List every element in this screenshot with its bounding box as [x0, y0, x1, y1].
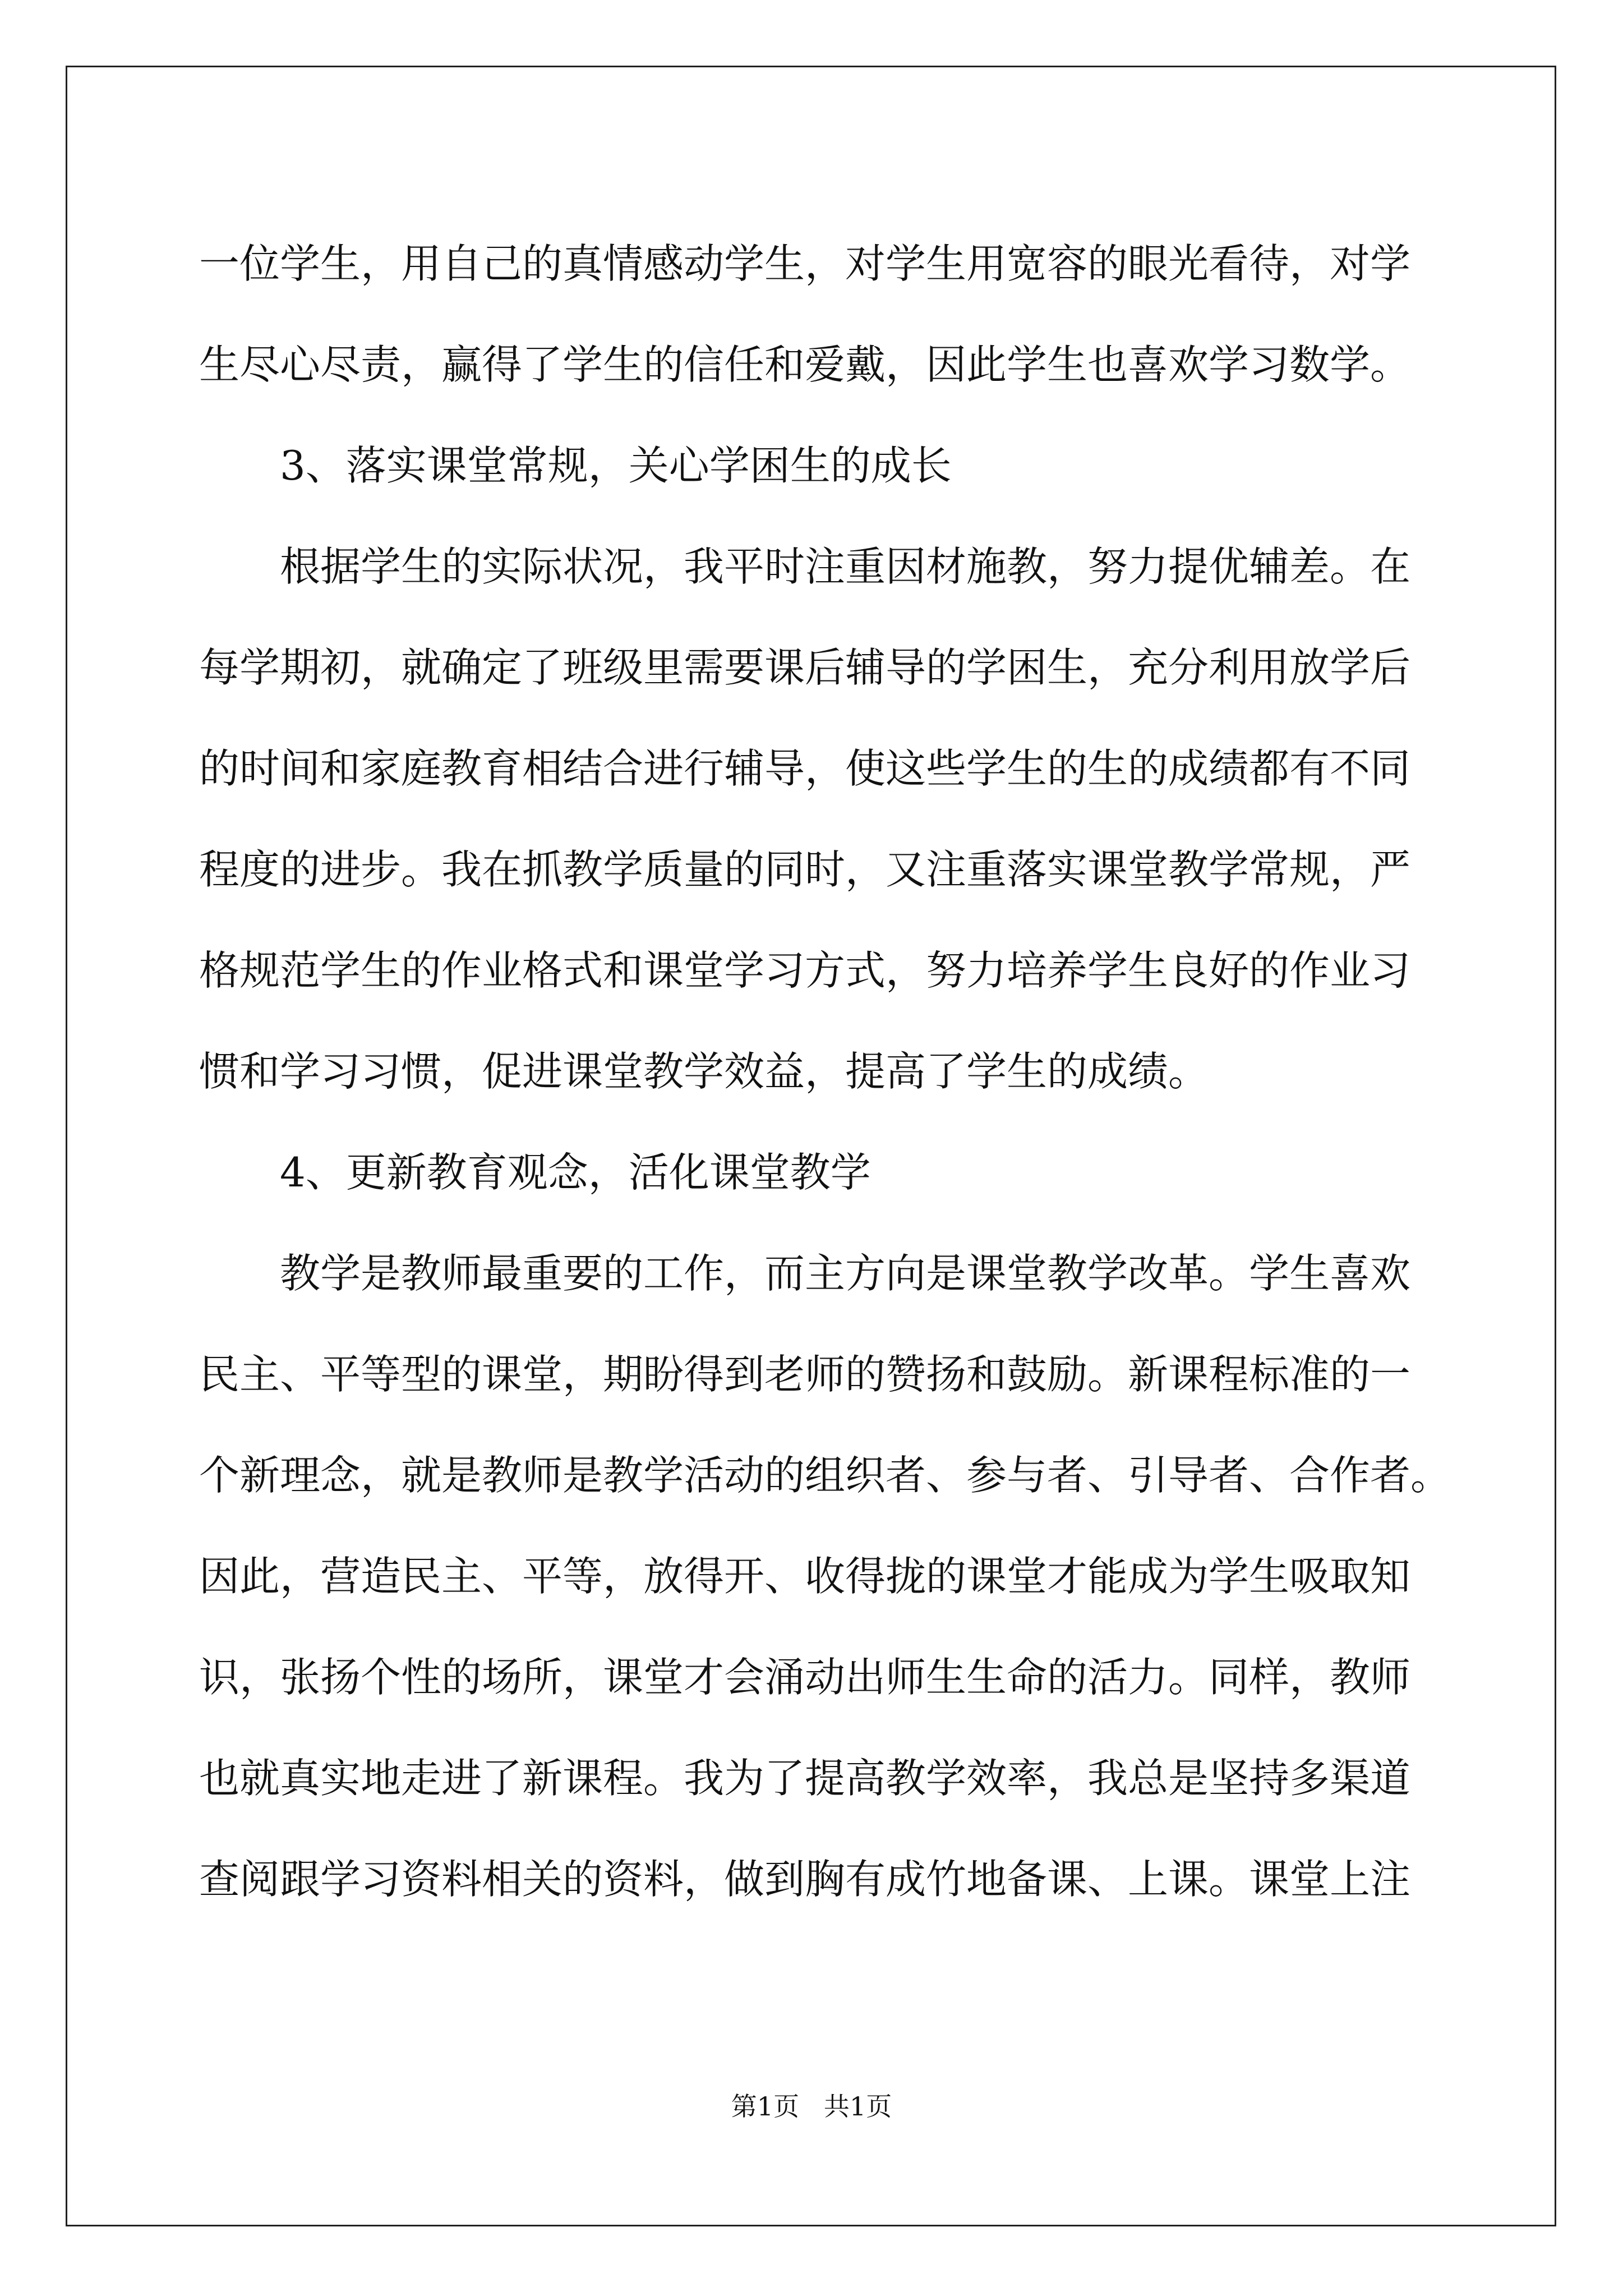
text-line: 查阅跟学习资料相关的资料，做到胸有成竹地备课、上课。课堂上注 — [199, 1856, 1411, 1903]
text-line: 惯和学习习惯，促进课堂教学效益，提高了学生的成绩。 — [199, 1048, 1209, 1095]
text-line: 生尽心尽责，赢得了学生的信任和爱戴，因此学生也喜欢学习数学。 — [199, 341, 1411, 388]
page-footer: 第1页 共1页 — [731, 2091, 892, 2122]
text-line: 因此，营造民主、平等，放得开、收得拢的课堂才能成为学生吸取知 — [199, 1553, 1411, 1600]
text-line: 教学是教师最重要的工作，而主方向是课堂教学改革。学生喜欢 — [280, 1250, 1411, 1297]
text-line: 的时间和家庭教育相结合进行辅导，使这些学生的生的成绩都有不同 — [199, 745, 1411, 792]
text-line: 4、更新教育观念，活化课堂教学 — [280, 1149, 871, 1196]
text-line: 个新理念，就是教师是教学活动的组织者、参与者、引导者、合作者。 — [199, 1452, 1451, 1499]
text-line: 一位学生，用自己的真情感动学生，对学生用宽容的眼光看待，对学 — [199, 240, 1411, 287]
text-line: 也就真实地走进了新课程。我为了提高教学效率，我总是坚持多渠道 — [199, 1755, 1411, 1802]
document-body — [199, 213, 1461, 1930]
text-line: 每学期初，就确定了班级里需要课后辅导的学困生，充分利用放学后 — [199, 644, 1411, 691]
text-line: 格规范学生的作业格式和课堂学习方式，努力培养学生良好的作业习 — [199, 947, 1411, 994]
text-line: 3、落实课堂常规，关心学困生的成长 — [280, 442, 952, 489]
text-line: 程度的进步。我在抓教学质量的同时，又注重落实课堂教学常规，严 — [199, 846, 1411, 893]
text-line: 民主、平等型的课堂，期盼得到老师的赞扬和鼓励。新课程标准的一 — [199, 1351, 1411, 1398]
text-line: 识，张扬个性的场所，课堂才会涌动出师生生命的活力。同样，教师 — [199, 1654, 1411, 1701]
text-line: 根据学生的实际状况，我平时注重因材施教，努力提优辅差。在 — [280, 543, 1411, 590]
